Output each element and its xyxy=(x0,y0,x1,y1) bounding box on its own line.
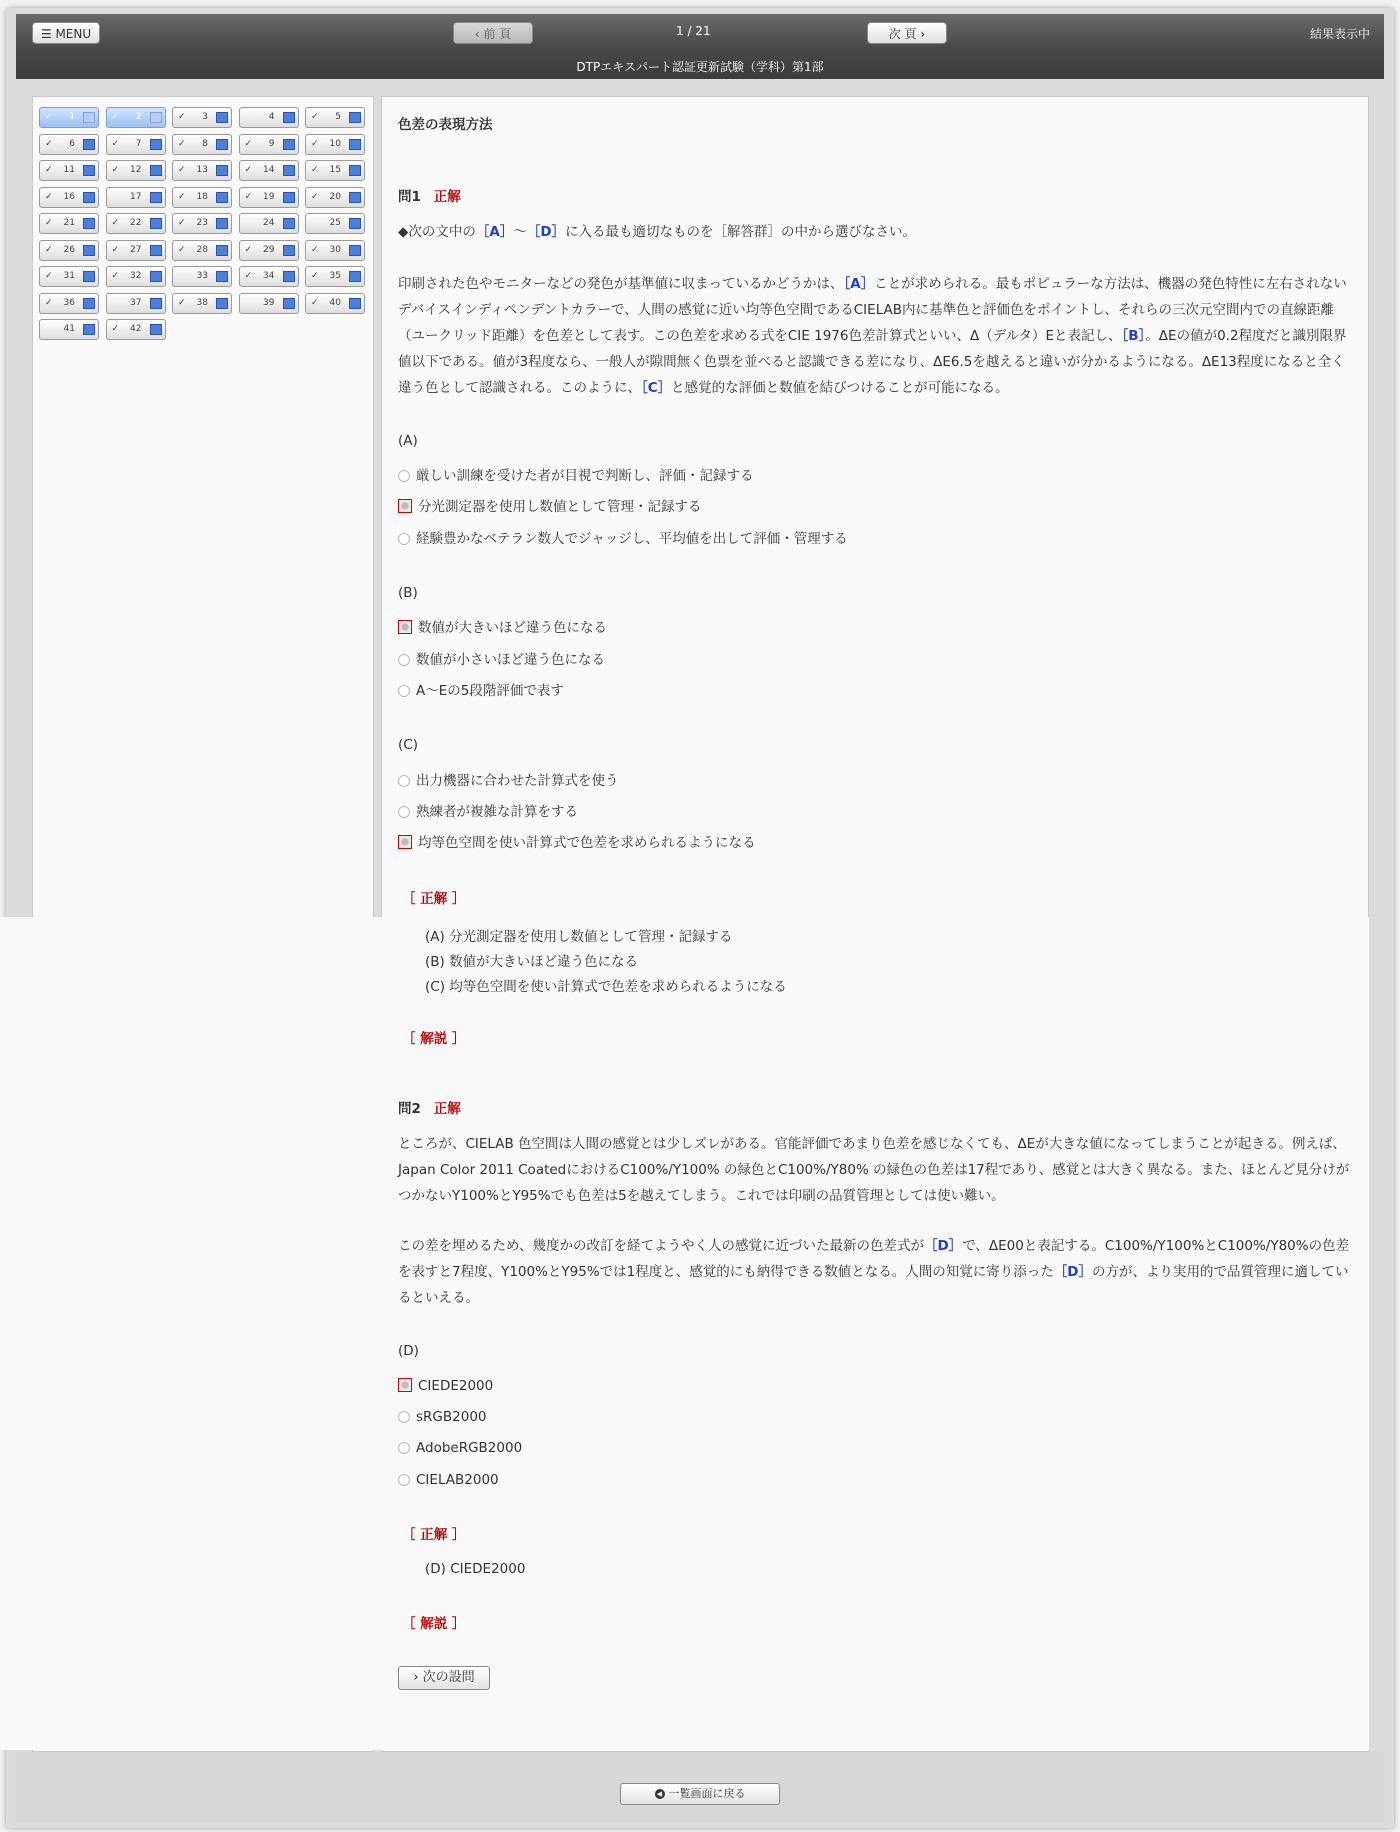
question-nav-item[interactable] xyxy=(106,160,166,181)
chevron-right-icon: › xyxy=(413,1670,423,1685)
q2-answer-d: (D) CIEDE2000 xyxy=(425,1561,526,1577)
option-b-2[interactable] xyxy=(398,651,605,669)
option-a-2[interactable] xyxy=(398,498,702,516)
question-nav-item[interactable] xyxy=(39,213,99,234)
flag-icon xyxy=(150,139,162,150)
selected-radio-icon[interactable] xyxy=(398,835,412,849)
flag-icon xyxy=(349,165,361,176)
question-nav-item[interactable] xyxy=(39,187,99,208)
question-number: 21 xyxy=(63,218,75,228)
question-number: 39 xyxy=(263,297,275,308)
option-text: CIELAB2000 xyxy=(416,1472,499,1488)
radio-icon[interactable] xyxy=(398,1411,410,1423)
q2-passage-2 xyxy=(398,1233,1350,1311)
check-icon: ✓ xyxy=(45,138,53,149)
question-nav-item[interactable] xyxy=(106,187,166,208)
check-icon: ✓ xyxy=(244,271,253,281)
flag-icon xyxy=(150,245,162,256)
flag-icon xyxy=(283,218,295,229)
question-nav-item[interactable] xyxy=(239,134,299,155)
question-nav-item[interactable] xyxy=(172,293,232,314)
flag-icon xyxy=(83,218,95,229)
question-nav-item[interactable] xyxy=(172,266,232,287)
option-text: 数値が大きいほど違う色になる xyxy=(418,620,607,636)
check-icon: ✓ xyxy=(45,165,53,175)
question-nav-item[interactable] xyxy=(39,319,99,340)
prev-label: 前 頁 xyxy=(483,27,512,41)
group-b-label: (B) xyxy=(398,585,418,601)
question-nav-item[interactable] xyxy=(106,240,166,261)
question-number: 28 xyxy=(196,244,208,255)
header-bar xyxy=(16,14,1384,79)
question-nav-item[interactable] xyxy=(172,160,232,181)
question-number: 2 xyxy=(135,112,142,122)
page-indicator: 1 / 21 xyxy=(676,24,711,38)
question-nav-item[interactable] xyxy=(172,134,232,155)
option-text: 経験豊かなベテラン数人でジャッジし、平均値を出して評価・管理する xyxy=(416,531,848,547)
question-number: 4 xyxy=(268,112,275,122)
check-icon: ✓ xyxy=(45,297,53,308)
option-c-1[interactable] xyxy=(398,772,619,790)
check-icon: ✓ xyxy=(45,271,53,281)
flag-icon xyxy=(83,271,95,282)
question-nav-item[interactable] xyxy=(172,107,232,128)
radio-icon[interactable] xyxy=(398,1442,410,1454)
check-icon: ✓ xyxy=(244,244,253,255)
question-number: 34 xyxy=(263,271,275,281)
question-nav-item[interactable] xyxy=(305,134,365,155)
check-icon: ✓ xyxy=(311,112,319,122)
blank-c: ［C］ xyxy=(641,380,672,396)
q2-answer-heading: ［ 正解 ］ xyxy=(402,1527,466,1543)
flag-icon xyxy=(349,218,361,229)
question-nav-item[interactable] xyxy=(39,266,99,287)
check-icon: ✓ xyxy=(311,191,319,202)
question-number: 14 xyxy=(263,165,275,175)
question-number: 5 xyxy=(335,112,341,122)
q1-answer-heading: ［ 正解 ］ xyxy=(402,891,466,907)
q1-explain-heading: ［ 解説 ］ xyxy=(402,1031,466,1047)
selected-radio-icon[interactable] xyxy=(398,499,412,513)
q1-header xyxy=(398,184,461,210)
next-label: 次 頁 xyxy=(888,27,917,41)
radio-icon[interactable] xyxy=(398,806,410,818)
question-number: 15 xyxy=(329,165,341,175)
q1-passage xyxy=(398,271,1350,401)
question-nav-item[interactable] xyxy=(106,213,166,234)
option-text: 熟練者が複雑な計算をする xyxy=(416,804,578,820)
question-number: 1 xyxy=(69,112,75,122)
group-c-label: (C) xyxy=(398,737,418,753)
option-a-1[interactable] xyxy=(398,467,754,485)
instr-text: 〜 xyxy=(513,224,527,240)
question-number: 18 xyxy=(196,191,208,202)
question-nav-item[interactable] xyxy=(106,293,166,314)
option-text: 厳しい訓練を受けた者が目視で判断し、評価・記録する xyxy=(416,468,754,484)
blank-a: ［A］ xyxy=(475,224,514,240)
flag-icon xyxy=(150,298,162,309)
flag-icon xyxy=(283,298,295,309)
question-number: 36 xyxy=(63,297,75,308)
flag-icon xyxy=(283,245,295,256)
flag-icon xyxy=(349,112,361,123)
question-number: 35 xyxy=(329,271,341,281)
question-number: 33 xyxy=(196,271,208,281)
question-nav-item[interactable] xyxy=(39,107,99,128)
option-text: 数値が小さいほど違う色になる xyxy=(416,652,605,668)
question-nav-item[interactable] xyxy=(239,107,299,128)
check-icon: ✓ xyxy=(178,297,186,308)
flag-icon xyxy=(83,245,95,256)
option-text: 均等色空間を使い計算式で色差を求められるようになる xyxy=(418,835,756,851)
question-nav-item[interactable] xyxy=(106,134,166,155)
blank-a: ［A］ xyxy=(843,276,875,292)
q1-answer-c: (C) 均等色空間を使い計算式で色差を求められるようになる xyxy=(425,979,787,995)
flag-icon xyxy=(150,112,162,123)
flag-icon xyxy=(349,139,361,150)
blank-d: ［D］ xyxy=(1053,1264,1092,1280)
check-icon: ✓ xyxy=(111,218,120,228)
question-nav-item[interactable] xyxy=(172,240,232,261)
question-nav-item[interactable] xyxy=(239,187,299,208)
flag-icon xyxy=(150,165,162,176)
question-number: 19 xyxy=(263,191,275,202)
check-icon: ✓ xyxy=(111,138,120,149)
question-nav-item[interactable] xyxy=(39,293,99,314)
flag-icon xyxy=(283,192,295,203)
back-label: 一覧画面に戻る xyxy=(668,1787,746,1800)
check-icon: ✓ xyxy=(244,138,253,149)
passage-text: ことが求められる。最もポピュラーな方法は、機器の発色特性に左右されないデバイスインディペンデントカラーで、人間の感覚に近い均等色空間であるCIELAB内に基準色と評価色をポイントし、それらの三次元空間内での直線距離（ユークリッド距離）を色差として表す。この色差を求める式をCIE 1976色差計算式といい、Δ（デルタ）Eと表記し、 xyxy=(398,276,1347,344)
option-d-1[interactable] xyxy=(398,1377,493,1395)
question-number: 9 xyxy=(268,138,275,149)
blank-b: ［B］ xyxy=(1121,328,1146,344)
question-number: 30 xyxy=(329,244,341,255)
flag-icon xyxy=(349,271,361,282)
next-page-button[interactable] xyxy=(867,22,947,44)
q1-answer-b: (B) 数値が大きいほど違う色になる xyxy=(425,954,639,970)
check-icon: ✓ xyxy=(111,244,120,255)
q1-instruction xyxy=(398,219,1350,245)
option-text: CIEDE2000 xyxy=(418,1378,494,1394)
question-nav-item[interactable] xyxy=(305,213,365,234)
chevron-right-icon: › xyxy=(916,27,926,41)
flag-icon xyxy=(283,165,295,176)
radio-icon[interactable] xyxy=(398,470,410,482)
back-to-list-button[interactable] xyxy=(620,1783,780,1805)
passage-text: この差を埋めるため、幾度かの改訂を経てようやく人の感覚に近づいた最新の色差式が xyxy=(398,1238,924,1254)
flag-icon xyxy=(216,112,228,123)
question-nav-item[interactable] xyxy=(305,293,365,314)
flag-icon xyxy=(349,192,361,203)
question-nav-item[interactable] xyxy=(39,240,99,261)
question-number: 24 xyxy=(263,218,275,228)
option-b-3[interactable] xyxy=(398,682,564,700)
check-icon: ✓ xyxy=(111,271,120,281)
question-number: 6 xyxy=(69,138,75,149)
content-continuation xyxy=(381,917,1369,1750)
check-icon: ✓ xyxy=(244,165,253,175)
question-number: 8 xyxy=(202,138,208,149)
question-number: 20 xyxy=(329,191,341,202)
selected-radio-icon[interactable] xyxy=(398,1378,412,1392)
question-number: 22 xyxy=(130,218,142,228)
check-icon: ✓ xyxy=(244,191,253,202)
question-nav-item[interactable] xyxy=(239,240,299,261)
flag-icon xyxy=(216,218,228,229)
flag-icon xyxy=(150,324,162,335)
passage-text: で、ΔE00と表記する。C100%/Y100%とC100%/Y80%の色差を表すと7程度、Y100%とY95%では1程度と、感覚的にも納得できる数値となる。人間の知覚に寄り添った xyxy=(398,1238,1350,1280)
question-number: 38 xyxy=(196,297,208,308)
flag-icon xyxy=(83,139,95,150)
question-number: 7 xyxy=(135,138,142,149)
option-c-2[interactable] xyxy=(398,803,578,821)
question-number: 32 xyxy=(130,271,142,281)
prev-page-button[interactable] xyxy=(453,22,533,44)
flag-icon xyxy=(216,271,228,282)
section-title: 色差の表現方法 xyxy=(398,117,493,133)
q2-label: 問2 xyxy=(398,1101,421,1117)
blank-d: ［D］ xyxy=(526,224,566,240)
check-icon: ✓ xyxy=(178,218,186,228)
menu-label: MENU xyxy=(55,27,92,41)
page-background xyxy=(0,917,381,1750)
question-number: 16 xyxy=(63,191,75,202)
question-number: 13 xyxy=(196,165,208,175)
question-nav-item[interactable] xyxy=(305,107,365,128)
chevron-left-icon: ‹ xyxy=(474,27,484,41)
check-icon: ✓ xyxy=(311,271,319,281)
check-icon: ✓ xyxy=(178,138,186,149)
option-c-3[interactable] xyxy=(398,834,756,852)
check-icon: ✓ xyxy=(178,165,186,175)
passage-text: と感覚的な評価と数値を結びつけることが可能になる。 xyxy=(671,380,1009,396)
question-nav-item[interactable] xyxy=(106,266,166,287)
flag-icon xyxy=(216,139,228,150)
flag-icon xyxy=(83,165,95,176)
flag-icon xyxy=(216,192,228,203)
group-d-label: (D) xyxy=(398,1343,419,1359)
option-text: 分光測定器を使用し数値として管理・記録する xyxy=(418,499,702,515)
q2-result: 正解 xyxy=(433,1101,461,1117)
flag-icon xyxy=(150,192,162,203)
passage-text: 印刷された色やモニターなどの発色が基準値に収まっているかどうかは、 xyxy=(398,276,844,292)
option-text: 出力機器に合わせた計算式を使う xyxy=(416,773,619,789)
passage-text: 。ΔEの値が0.2程度だと識別限界値以下である。値が3程度なら、一般人が隙間無く色票を並べると認識できる差になり、ΔE6.5を越えると違いが分かるようになる。ΔE13程度になると全く違う色として認識される。このように、 xyxy=(398,328,1347,396)
question-number: 40 xyxy=(329,297,341,308)
q1-result: 正解 xyxy=(433,189,461,205)
question-number: 29 xyxy=(263,244,275,255)
next-question-label: 次の設問 xyxy=(422,1670,475,1685)
flag-icon xyxy=(283,112,295,123)
option-a-3[interactable] xyxy=(398,530,848,548)
check-icon: ✓ xyxy=(311,297,319,308)
option-d-4[interactable] xyxy=(398,1471,499,1489)
question-nav-item[interactable] xyxy=(305,160,365,181)
option-text: sRGB2000 xyxy=(416,1409,487,1425)
selected-radio-icon[interactable] xyxy=(398,620,412,634)
check-icon: ✓ xyxy=(178,191,186,202)
next-question-button[interactable] xyxy=(398,1666,490,1690)
q1-label: 問1 xyxy=(398,189,421,205)
flag-icon xyxy=(83,192,95,203)
question-nav-item[interactable] xyxy=(305,187,365,208)
question-nav-item[interactable] xyxy=(239,160,299,181)
option-b-1[interactable] xyxy=(398,619,607,637)
flag-icon xyxy=(216,245,228,256)
q2-header xyxy=(398,1096,461,1122)
question-nav-item[interactable] xyxy=(106,107,166,128)
question-number: 41 xyxy=(63,324,75,334)
question-number: 26 xyxy=(63,244,75,255)
check-icon: ✓ xyxy=(45,244,53,255)
blank-d: ［D］ xyxy=(923,1238,963,1254)
question-nav-item[interactable] xyxy=(39,160,99,181)
check-icon: ✓ xyxy=(311,138,319,149)
question-number: 3 xyxy=(202,112,208,122)
option-text: AdobeRGB2000 xyxy=(416,1440,523,1456)
flag-icon xyxy=(349,245,361,256)
option-d-2[interactable] xyxy=(398,1408,487,1426)
hamburger-icon: ☰ xyxy=(40,27,56,41)
check-icon: ✓ xyxy=(45,112,53,122)
question-number: 23 xyxy=(196,218,208,228)
check-icon: ✓ xyxy=(45,218,53,228)
question-number: 10 xyxy=(329,138,341,149)
back-arrow-icon: ◀ xyxy=(655,1789,665,1799)
exam-title: DTPエキスパート認証更新試験（学科）第1部 xyxy=(576,60,824,74)
question-nav-item[interactable] xyxy=(239,266,299,287)
instr-text: に入る最も適切なものを［解答群］の中から選びなさい。 xyxy=(565,224,917,240)
question-number: 17 xyxy=(130,191,142,202)
flag-icon xyxy=(83,298,95,309)
check-icon: ✓ xyxy=(111,112,120,122)
question-nav-item[interactable] xyxy=(39,134,99,155)
question-number: 27 xyxy=(130,244,142,255)
question-number: 25 xyxy=(329,218,341,228)
question-number: 31 xyxy=(63,271,75,281)
radio-icon[interactable] xyxy=(398,1474,410,1486)
question-number: 37 xyxy=(130,297,142,308)
flag-icon xyxy=(283,271,295,282)
option-d-3[interactable] xyxy=(398,1439,522,1457)
flag-icon xyxy=(150,218,162,229)
group-a-label: (A) xyxy=(398,433,418,449)
question-nav-item[interactable] xyxy=(172,213,232,234)
check-icon: ✓ xyxy=(311,165,319,175)
question-nav-item[interactable] xyxy=(239,213,299,234)
question-nav-item[interactable] xyxy=(172,187,232,208)
flag-icon xyxy=(349,298,361,309)
question-nav-item[interactable] xyxy=(106,319,166,340)
menu-button[interactable] xyxy=(32,22,100,44)
question-nav-item[interactable] xyxy=(239,293,299,314)
q2-explain-heading: ［ 解説 ］ xyxy=(402,1616,466,1632)
radio-icon[interactable] xyxy=(398,654,410,666)
status-text: 結果表示中 xyxy=(1309,27,1370,41)
radio-icon[interactable] xyxy=(398,775,410,787)
question-number: 42 xyxy=(130,324,142,334)
option-text: A〜Eの5段階評価で表す xyxy=(416,683,564,699)
question-nav-item[interactable] xyxy=(305,266,365,287)
radio-icon[interactable] xyxy=(398,685,410,697)
check-icon: ✓ xyxy=(178,244,186,255)
check-icon: ✓ xyxy=(45,191,53,202)
q2-passage-1: ところが、CIELAB 色空間は人間の感覚とは少しズレがある。官能評価であまり色差を感じなくても、ΔEが大きな値になってしまうことが起きる。例えば、Japan Color 2011 CoatedにおけるC100%/Y100% の緑色とC100%/Y80% の緑色の色差は17程であり、感覚とは大きく異なる。また、ほとんど見分けがつかないY100%とY95%でも色差は5を越えてしまう。これでは印刷の品質管理としては使い難い。 xyxy=(398,1136,1350,1204)
instr-text: ◆次の文中の xyxy=(398,224,476,240)
check-icon: ✓ xyxy=(111,324,120,334)
question-number: 12 xyxy=(130,165,142,175)
check-icon: ✓ xyxy=(111,165,120,175)
flag-icon xyxy=(216,298,228,309)
check-icon: ✓ xyxy=(178,112,186,122)
flag-icon xyxy=(216,165,228,176)
flag-icon xyxy=(83,324,95,335)
radio-icon[interactable] xyxy=(398,533,410,545)
flag-icon xyxy=(150,271,162,282)
q1-answer-a: (A) 分光測定器を使用し数値として管理・記録する xyxy=(425,929,733,945)
passage-text: の方が、より実用的で品質管理に適しているといえる。 xyxy=(398,1264,1349,1306)
question-number: 11 xyxy=(63,165,75,175)
check-icon: ✓ xyxy=(311,244,319,255)
question-nav-item[interactable] xyxy=(305,240,365,261)
flag-icon xyxy=(283,139,295,150)
flag-icon xyxy=(83,112,95,123)
